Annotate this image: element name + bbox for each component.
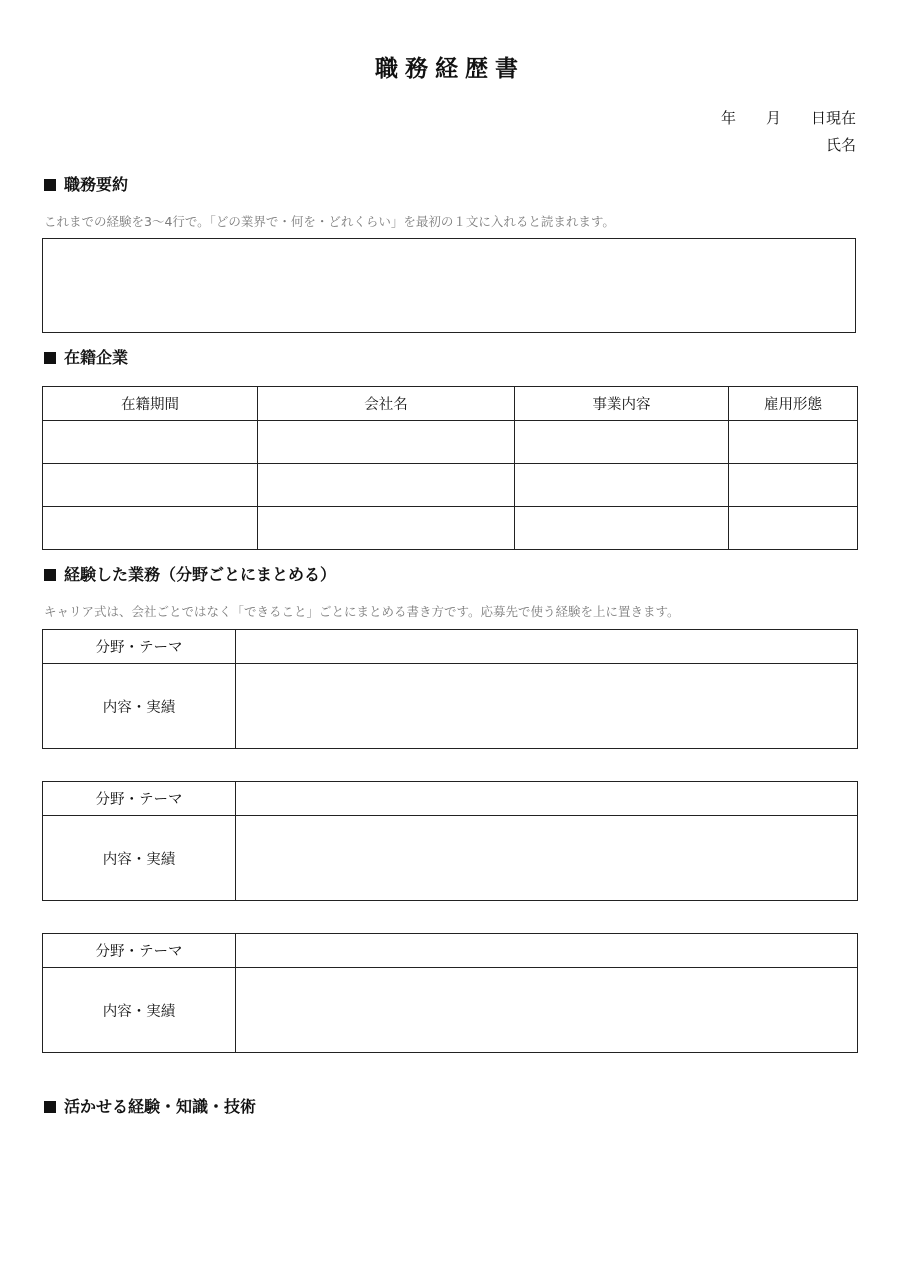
theme-label: 分野・テーマ bbox=[43, 782, 236, 816]
content-value-field[interactable] bbox=[236, 664, 858, 749]
day-label: 日現在 bbox=[810, 109, 856, 127]
skills-content[interactable] bbox=[44, 1130, 856, 1230]
table-row bbox=[43, 421, 858, 464]
companies-heading bbox=[44, 347, 128, 369]
theme-label: 分野・テーマ bbox=[43, 630, 236, 664]
content-label: 内容・実績 bbox=[43, 968, 236, 1053]
table-cell[interactable] bbox=[729, 507, 858, 550]
theme-value-field[interactable] bbox=[236, 630, 858, 664]
experience-block-3 bbox=[42, 933, 858, 1053]
theme-label: 分野・テーマ bbox=[43, 934, 236, 968]
table-cell[interactable] bbox=[258, 421, 515, 464]
content-row bbox=[43, 664, 858, 749]
summary-box[interactable] bbox=[42, 238, 856, 333]
table-cell[interactable] bbox=[515, 464, 729, 507]
content-row bbox=[43, 816, 858, 901]
skills-heading-text: 活かせる経験・知識・技術 bbox=[64, 1097, 257, 1116]
content-label: 内容・実績 bbox=[43, 816, 236, 901]
table-cell[interactable] bbox=[515, 421, 729, 464]
content-value-field[interactable] bbox=[236, 816, 858, 901]
content-label: 内容・実績 bbox=[43, 664, 236, 749]
year-label: 年 bbox=[720, 109, 736, 127]
experience-hint: キャリア式は、会社ごとではなく「できること」ごとにまとめる書き方です。応募先で使う経験を上に置きます。 bbox=[44, 604, 680, 619]
table-cell[interactable] bbox=[729, 464, 858, 507]
table-cell[interactable] bbox=[43, 507, 258, 550]
name-label: 氏名 bbox=[825, 136, 856, 154]
theme-row bbox=[43, 934, 858, 968]
table-cell[interactable] bbox=[43, 421, 258, 464]
skills-heading bbox=[44, 1096, 256, 1118]
date-line bbox=[721, 108, 856, 128]
table-row bbox=[43, 507, 858, 550]
square-bullet-icon bbox=[44, 1101, 56, 1113]
table-cell[interactable] bbox=[258, 464, 515, 507]
table-cell[interactable] bbox=[729, 421, 858, 464]
experience-block-2 bbox=[42, 781, 858, 901]
experience-heading-text: 経験した業務（分野ごとにまとめる） bbox=[64, 565, 337, 584]
square-bullet-icon bbox=[44, 352, 56, 364]
content-value-field[interactable] bbox=[236, 968, 858, 1053]
content-row bbox=[43, 968, 858, 1053]
table-cell[interactable] bbox=[43, 464, 258, 507]
theme-value-field[interactable] bbox=[236, 782, 858, 816]
theme-row bbox=[43, 630, 858, 664]
summary-hint: これまでの経験を3〜4行で。「どの業界で・何を・どれくらい」を最初の１文に入れると読まれます。 bbox=[44, 214, 615, 229]
month-label: 月 bbox=[765, 109, 781, 127]
summary-heading-text: 職務要約 bbox=[64, 175, 129, 194]
column-header-employment: 雇用形態 bbox=[729, 387, 858, 421]
page-title: 職務経歴書 bbox=[375, 56, 525, 82]
table-cell[interactable] bbox=[258, 507, 515, 550]
square-bullet-icon bbox=[44, 569, 56, 581]
experience-block-1 bbox=[42, 629, 858, 749]
square-bullet-icon bbox=[44, 179, 56, 191]
table-header-row bbox=[43, 387, 858, 421]
table-cell[interactable] bbox=[515, 507, 729, 550]
experience-heading bbox=[44, 564, 336, 586]
companies-heading-text: 在籍企業 bbox=[64, 348, 129, 367]
summary-heading bbox=[44, 174, 128, 196]
companies-table bbox=[42, 386, 858, 550]
theme-value-field[interactable] bbox=[236, 934, 858, 968]
table-row bbox=[43, 464, 858, 507]
column-header-period: 在籍期間 bbox=[43, 387, 258, 421]
theme-row bbox=[43, 782, 858, 816]
column-header-business: 事業内容 bbox=[515, 387, 729, 421]
column-header-company: 会社名 bbox=[258, 387, 515, 421]
